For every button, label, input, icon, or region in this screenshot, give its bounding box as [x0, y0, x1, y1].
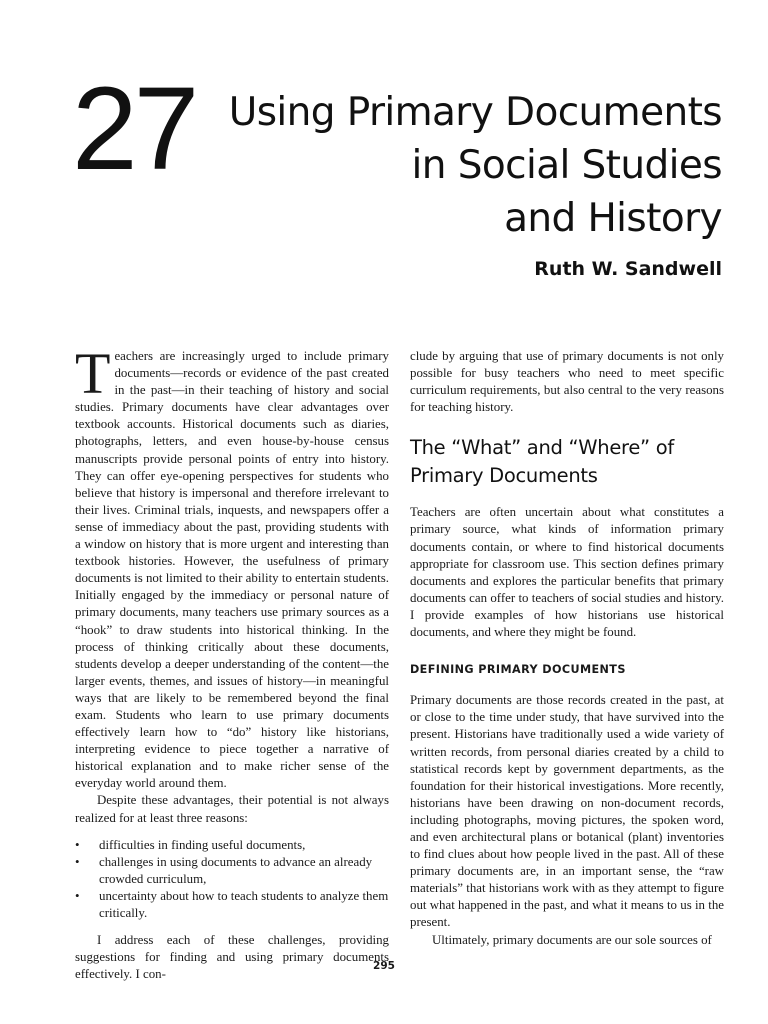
intro-paragraph — [75, 341, 389, 792]
reasons-list — [75, 837, 389, 922]
list-item — [75, 837, 389, 854]
section-paragraph: Teachers are often uncertain about what constitutes a primary source, what kinds of information primary documents contain, or where to find historical documents appropriate for classroom use. This section defines primary documents and explores the particular benefits that primary documents can offer to teachers of social studies and history. I provide examples of how historians use historical documents, and where they might be found. — [410, 505, 724, 640]
section-heading: The “What” and “Where” of Primary Documents — [410, 436, 674, 488]
page-number: 295 — [373, 960, 395, 972]
list-item-text: uncertainty about how to teach students to analyze them critically. — [99, 888, 389, 920]
final-paragraph: Ultimately, primary documents are our sole sources of — [432, 932, 712, 947]
list-item — [75, 854, 389, 888]
reasons-paragraph: Despite these advantages, their potential is not always realized for at least three reasons: — [75, 793, 389, 825]
subsection-heading: DEFINING PRIMARY DOCUMENTS — [410, 663, 626, 677]
chapter-title-line: and History — [504, 196, 722, 241]
address-paragraph: I address each of these challenges, providing suggestions for finding and using primary documents effectively. I con- — [75, 933, 389, 982]
intro-text: eachers are increasingly urged to include primary documents—records or evidence of the past created in the past—in their teaching of history and social studies. Primary documents have clear advantages over textbook accounts. Historical documents such as diaries, photographs, letters, and even house-by-house census manuscripts provide personal points of entry into history. They can offer eye-opening perspectives for students who believe that history is impersonal and therefore irrelevant to their lives. Criminal trials, inquests, and newspapers offer a sense of immediacy about the past, providing students with a window on history that is more urgent and interesting than textbook histories. However, the usefulness of primary documents is not limited to their ability to entertain students. Initially engaged by the immediacy or personal nature of primary documents, many teachers use primary sources as a “hook” to draw students into historical thinking. In the process of thinking critically about these documents, students develop a deeper understanding of the content—the larger events, themes, and issues of history—in meaningful ways that are likely to be remembered beyond the final exam. Students who learn to use primary documents effectively learn how to “do” history like historians, interpreting evidence to piece together a narrative of historical explanation and to make richer sense of the everyday world around them. — [75, 349, 389, 791]
continuation-paragraph: clude by arguing that use of primary documents is not only possible for busy teachers who need to meet specific curriculum requirements, but also central to the very reasons for teaching history. — [410, 349, 724, 415]
right-column — [410, 348, 724, 949]
chapter-title — [229, 86, 722, 245]
chapter-title-line: in Social Studies — [411, 143, 722, 188]
left-column — [75, 341, 389, 983]
bullet-icon: • — [75, 837, 80, 852]
chapter-number: 27 — [72, 63, 196, 195]
bullet-icon: • — [75, 888, 80, 903]
chapter-title-line: Using Primary Documents — [228, 90, 722, 135]
list-item-text: challenges in using documents to advance an already crowded curriculum, — [99, 854, 373, 886]
list-item-text: difficulties in finding useful documents, — [99, 837, 306, 852]
list-item — [75, 888, 389, 922]
bullet-icon: • — [75, 854, 80, 869]
author-name: Ruth W. Sandwell — [534, 258, 722, 280]
defining-paragraph: Primary documents are those records created in the past, at or close to the time under study, that have survived into the present. Historians have traditionally used a wide variety of written records, from personal diaries created by a child to statistical records kept by government departments, as the foundation for their historical investigations. More recently, historians have been drawing on non-document records, including photographs, moving pictures, the spoken word, and even architectural plans or botanical (plant) inventories to find clues about how people lived in the past. All of these primary documents are, in an important sense, the “raw materials” that historians work with as they attempt to figure out what happened in the past, and what it means to us in the present. — [410, 693, 724, 930]
drop-cap: T — [75, 341, 111, 406]
